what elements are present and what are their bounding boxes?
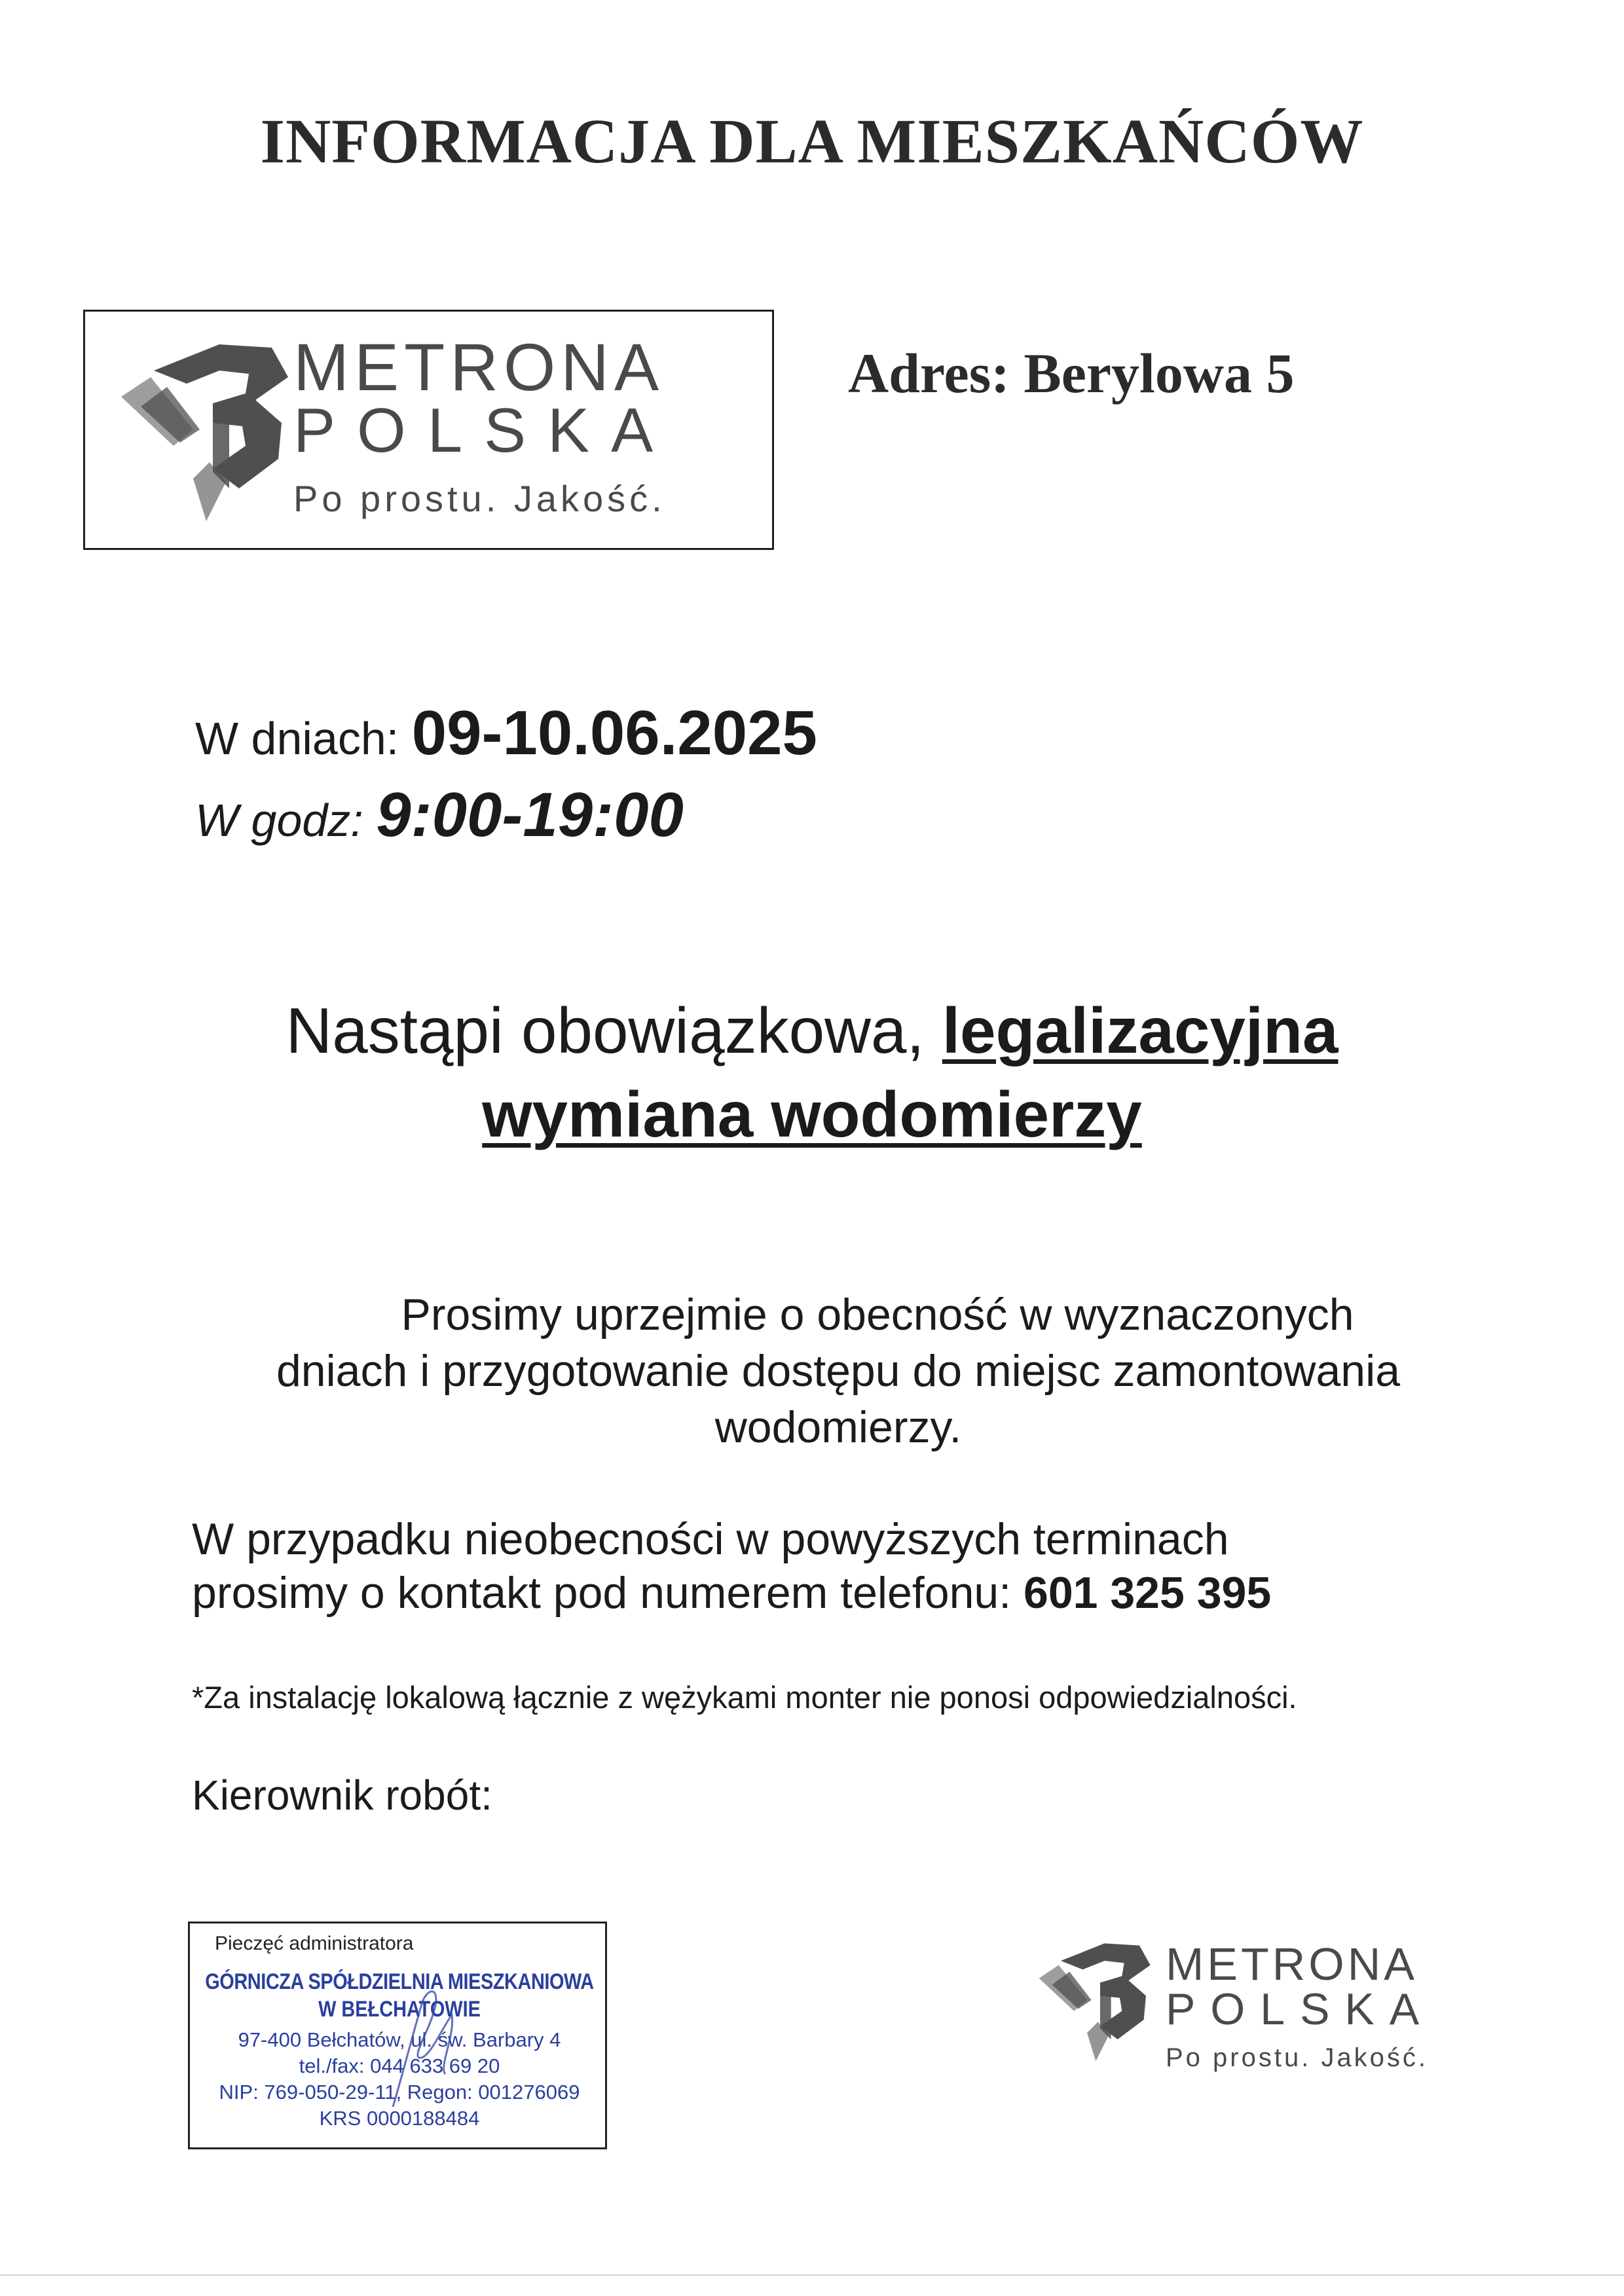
- footer-logo-line2: POLSKA: [1166, 1984, 1435, 2034]
- signature-icon: [367, 1976, 471, 2113]
- stamp-city: W BEŁCHATOWIE: [318, 1997, 481, 2022]
- logo-box: [83, 310, 774, 550]
- stamp-name: GÓRNICZA SPÓŁDZIELNIA MIESZKANIOWA: [205, 1969, 594, 1994]
- dates-row: [195, 697, 817, 769]
- request-line-1: Prosimy uprzejmie o obecność w wyznaczonych: [401, 1290, 1354, 1339]
- stamp-nip: NIP: 769-050-29-11, Regon: 001276069: [219, 2081, 580, 2104]
- stamp-address: 97-400 Bełchatów, ul. św. Barbary 4: [238, 2028, 561, 2051]
- announcement-prefix: Nastąpi obowiązkowa,: [286, 994, 942, 1066]
- absence-line-2: prosimy o kontakt pod numerem telefonu:: [192, 1568, 1024, 1618]
- absence-paragraph: [192, 1512, 1271, 1620]
- hours-value: 9:00-19:00: [376, 780, 684, 850]
- footer-logo-tagline: Po prostu. Jakość.: [1166, 2043, 1429, 2072]
- phone-number: 601 325 395: [1024, 1568, 1272, 1618]
- footer-logo-line1: METRONA: [1166, 1939, 1418, 1990]
- logo-brand-line2: POLSKA: [293, 395, 675, 465]
- metrona-logo-mark-icon: [115, 331, 301, 528]
- announcement-underlined-1: legalizacyjna: [942, 994, 1338, 1066]
- page-title: INFORMACJA DLA MIESZKAŃCÓW: [260, 106, 1364, 176]
- address: Adres: Berylowa 5: [848, 342, 1295, 405]
- logo-brand-line1: METRONA: [293, 330, 664, 405]
- announcement-underlined-2: wymiana wodomierzy: [482, 1078, 1142, 1150]
- logo-tagline: Po prostu. Jakość.: [293, 478, 666, 519]
- stamp-krs: KRS 0000188484: [319, 2107, 480, 2130]
- footer-divider: [0, 2274, 1624, 2276]
- hours-label: W godz:: [195, 795, 377, 846]
- manager-label: Kierownik robót:: [192, 1772, 492, 1819]
- request-line-3: wodomierzy.: [714, 1402, 962, 1452]
- hours-row: [195, 779, 684, 851]
- absence-line-1: W przypadku nieobecności w powyższych terminach: [192, 1514, 1229, 1564]
- stamp-label: Pieczęć administratora: [215, 1933, 414, 1954]
- stamp-phone: tel./fax: 044 633 69 20: [299, 2054, 500, 2077]
- liability-note: *Za instalację lokalową łącznie z wężykami monter nie ponosi odpowiedzialności.: [192, 1680, 1297, 1715]
- dates-label: W dniach:: [195, 713, 412, 764]
- request-paragraph: [196, 1286, 1480, 1455]
- announcement: [0, 989, 1624, 1156]
- dates-value: 09-10.06.2025: [411, 698, 817, 768]
- footer-logo: [1035, 1928, 1532, 2098]
- administrator-stamp-box: [188, 1922, 607, 2149]
- metrona-logo-mark-icon: [1035, 1935, 1159, 2066]
- request-line-2: dniach i przygotowanie dostępu do miejsc zamontowania: [276, 1346, 1401, 1396]
